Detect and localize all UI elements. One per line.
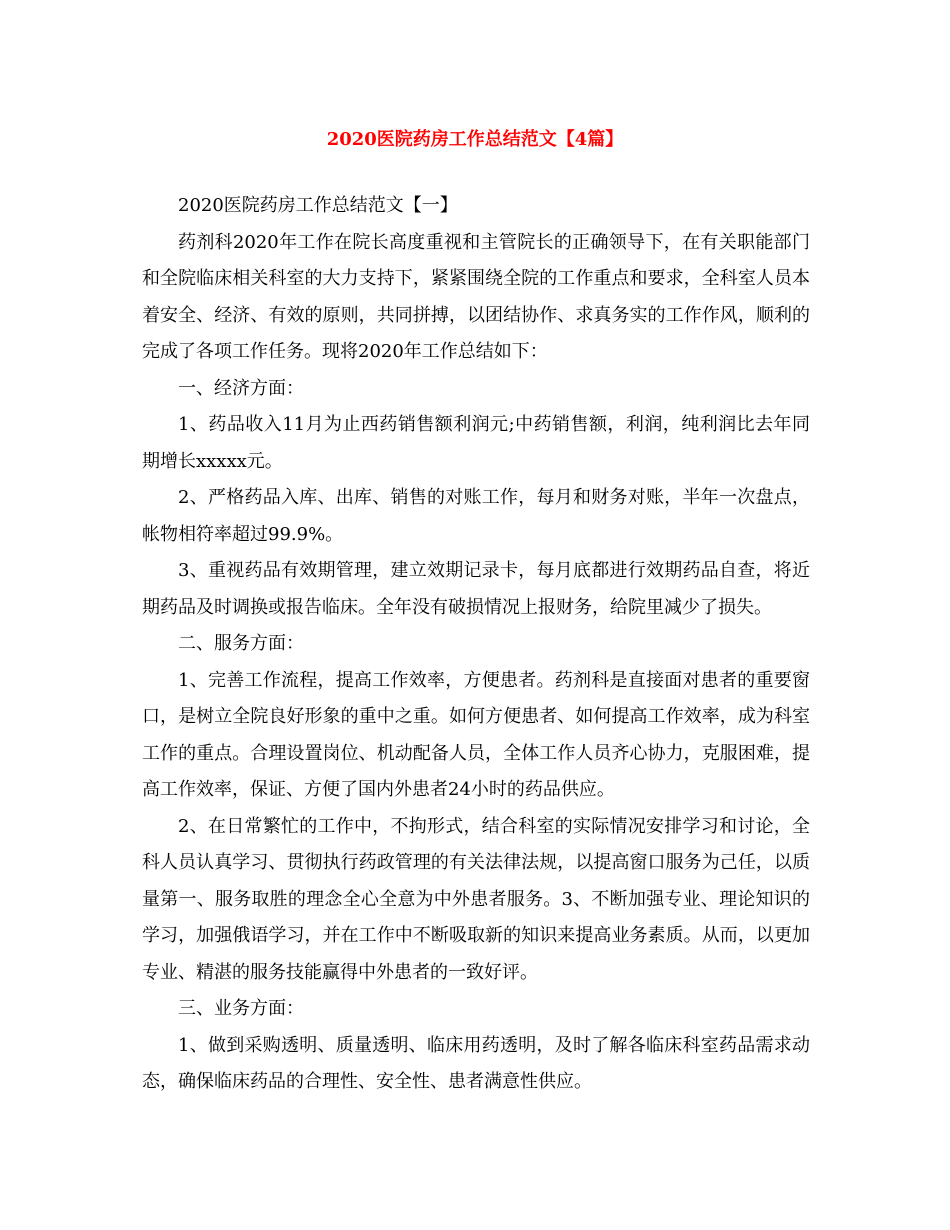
business-item-1: 1、做到采购透明、质量透明、临床用药透明，及时了解各临床科室药品需求动态，确保临床药品的合理性、安全性、患者满意性供应。 <box>142 1034 810 1092</box>
heading-economy: 一、经济方面： <box>178 377 304 399</box>
economy-item-2: 2、严格药品入库、出库、销售的对账工作，每月和财务对账，半年一次盘点，帐物相符率超过99.9%。 <box>142 487 810 545</box>
document-title: 2020医院药房工作总结范文【4篇】 <box>326 129 624 150</box>
section-heading-1: 2020医院药房工作总结范文【一】 <box>178 195 458 216</box>
economy-item-1: 1、药品收入11月为止西药销售额利润元;中药销售额，利润，纯利润比去年同期增长xxxxx元。 <box>142 414 810 472</box>
service-item-1: 1、完善工作流程，提高工作效率，方便患者。药剂科是直接面对患者的重要窗口，是树立全院良好形象的重中之重。如何方便患者、如何提高工作效率，成为科室工作的重点。合理设置岗位、机动配备人员，全体工作人员齐心协力，克服困难，提高工作效率，保证、方便了国内外患者24小时的药品供应。 <box>142 669 810 800</box>
document-body <box>142 188 810 1101</box>
intro-paragraph: 药剂科2020年工作在院长高度重视和主管院长的正确领导下，在有关职能部门和全院临床相关科室的大力支持下，紧紧围绕全院的工作重点和要求，全科室人员本着安全、经济、有效的原则，共同拼搏，以团结协作、求真务实的工作作风，顺利的完成了各项工作任务。现将2020年工作总结如下： <box>142 231 810 362</box>
heading-service: 二、服务方面： <box>178 633 304 654</box>
service-item-2: 2、在日常繁忙的工作中，不拘形式，结合科室的实际情况安排学习和讨论，全科人员认真学习、贯彻执行药政管理的有关法律法规，以提高窗口服务为己任，以质量第一、服务取胜的理念全心全意为中外患者服务。3、不断加强专业、理论知识的学习，加强俄语学习，并在工作中不断吸取新的知识来提高业务素质。从而，以更加专业、精湛的服务技能赢得中外患者的一致好评。 <box>142 815 810 983</box>
heading-business: 三、业务方面： <box>178 998 304 1019</box>
economy-item-3: 3、重视药品有效期管理，建立效期记录卡，每月底都进行效期药品自查，将近期药品及时调换或报告临床。全年没有破损情况上报财务，给院里减少了损失。 <box>142 560 810 618</box>
